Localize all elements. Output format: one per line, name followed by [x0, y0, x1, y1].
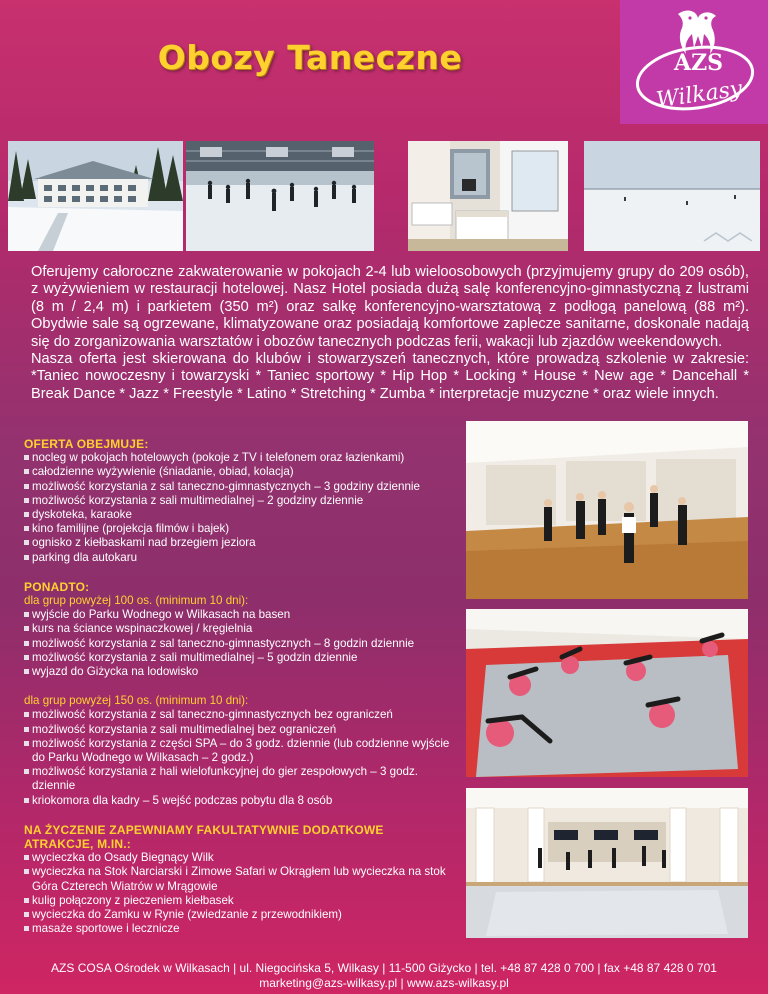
list-item: wycieczka do Osady Biegnący Wilk [24, 851, 454, 865]
intro-paragraph-1: Oferujemy całoroczne zakwaterowanie w pokojach 2-4 lub wieloosobowych (przyjmujemy grupy do 209 osób), z wyżywieniem w restauracji hotelowej. Nasz Hotel posiada dużą salę konferencyjno-gimnastyczną z lustrami (8 m / 2,4 m) i parkietem (350 m²) oraz salkę konferencyjno-warsztatową z podłogą panelową (88 m²). Obydwie sale są ogrzewane, klimatyzowane oraz posiadają komfortowe zaplecze sanitarne, doskonale nadają się do zorganizowania warsztatów i obozów tanecznych podczas ferii, wakacji lub zjazdów weekendowych. [31, 264, 749, 350]
ice-rink-photo [186, 141, 374, 251]
group150-heading: dla grup powyżej 150 os. (minimum 10 dni): [24, 694, 249, 708]
offer-column [24, 437, 454, 937]
offer-list [24, 451, 454, 565]
attractions-heading: NA ŻYCZENIE ZAPEWNIAMY FAKULTATYWNIE DODATKOWE ATRAKCJE, M.IN.: [24, 822, 384, 852]
hotel-room-photo [408, 141, 568, 251]
list-item: wyjazd do Giżycka na lodowisko [24, 665, 454, 679]
hotel-winter-photo [8, 141, 183, 251]
logo-wilkasy-text: Wilkasy [654, 76, 744, 114]
offer-heading: OFERTA OBEJMUJE: [24, 437, 149, 451]
footer-contact [0, 961, 768, 991]
footer-email-web: marketing@azs-wilkasy.pl | www.azs-wilkasy.pl [259, 976, 509, 990]
group100-list [24, 608, 454, 679]
footer-address: AZS COSA Ośrodek w Wilkasach | ul. Niegocińska 5, Wilkasy | 11-500 Giżycko | tel. +48 87 428 0 700 | fax +48 87 428 0 701 [51, 961, 717, 975]
list-item: kriokomora dla kadry – 5 wejść podczas pobytu dla 8 osób [24, 794, 454, 808]
page-title: Obozy Taneczne [157, 38, 463, 77]
logo-azs-text: AZS [674, 50, 724, 76]
list-item: wyjście do Parku Wodnego w Wilkasach na basen [24, 608, 454, 622]
list-item: możliwość korzystania z części SPA – do 3 godz. dziennie (lub codzienne wyjście do Parku Wodnego w Wilkasach – 2 godz.) [24, 737, 454, 765]
list-item: możliwość korzystania z sali multimedialnej – 2 godziny dziennie [24, 494, 454, 508]
list-item: możliwość korzystania z sal taneczno-gimnastycznych – 8 godzin dziennie [24, 637, 454, 651]
list-item: całodzienne wyżywienie (śniadanie, obiad, kolacja) [24, 465, 454, 479]
list-item: kulig połączony z pieczeniem kiełbasek [24, 894, 454, 908]
list-item: możliwość korzystania z sali multimedialnej – 5 godzin dziennie [24, 651, 454, 665]
list-item: kurs na ściance wspinaczkowej / kręgielnia [24, 622, 454, 636]
intro-paragraph-2: Nasza oferta jest skierowana do klubów i stowarzyszeń tanecznych, które prowadzą szkolenie w zakresie: *Taniec nowoczesny i towarzyski * Taniec sportowy * Hip Hop * Locking * House * New age * Dancehall * Break Dance * Jazz * Freestyle * Latino * Stretching * Zumba * interpretacje muzyczne * oraz wiele innych. [31, 351, 749, 402]
list-item: wycieczka do Zamku w Rynie (zwiedzanie z przewodnikiem) [24, 908, 454, 922]
list-item: parking dla autokaru [24, 551, 454, 565]
dance-hall-photo [466, 421, 748, 599]
extra-heading: PONADTO: [24, 579, 90, 594]
list-item: nocleg w pokojach hotelowych (pokoje z TV i telefonem oraz łazienkami) [24, 451, 454, 465]
azs-logo [620, 0, 768, 124]
group100-heading: dla grup powyżej 100 os. (minimum 10 dni): [24, 594, 249, 608]
frozen-lake-photo [584, 141, 760, 251]
list-item: możliwość korzystania z hali wielofunkcyjnej do gier zespołowych – 3 godz. dziennie [24, 765, 454, 793]
list-item: możliwość korzystania z sal taneczno-gimnastycznych – 3 godziny dziennie [24, 480, 454, 494]
list-item: kino familijne (projekcja filmów i bajek) [24, 522, 454, 536]
list-item: dyskoteka, karaoke [24, 508, 454, 522]
gym-hall-photo [466, 788, 748, 938]
list-item: możliwość korzystania z sali multimedialnej bez ograniczeń [24, 723, 454, 737]
intro-text [31, 264, 749, 403]
top-photo-strip [0, 141, 768, 251]
list-item: ognisko z kiełbaskami nad brzegiem jeziora [24, 536, 454, 550]
fitness-ball-photo [466, 609, 748, 777]
list-item: masaże sportowe i lecznicze [24, 922, 454, 936]
azs-logo-icon [620, 0, 768, 124]
group150-list [24, 708, 454, 807]
list-item: możliwość korzystania z sal taneczno-gimnastycznych bez ograniczeń [24, 708, 454, 722]
list-item: wycieczka na Stok Narciarski i Zimowe Safari w Okrągłem lub wycieczka na stok Góra Czterech Wiatrów w Mrągowie [24, 865, 454, 893]
attractions-list [24, 851, 454, 936]
